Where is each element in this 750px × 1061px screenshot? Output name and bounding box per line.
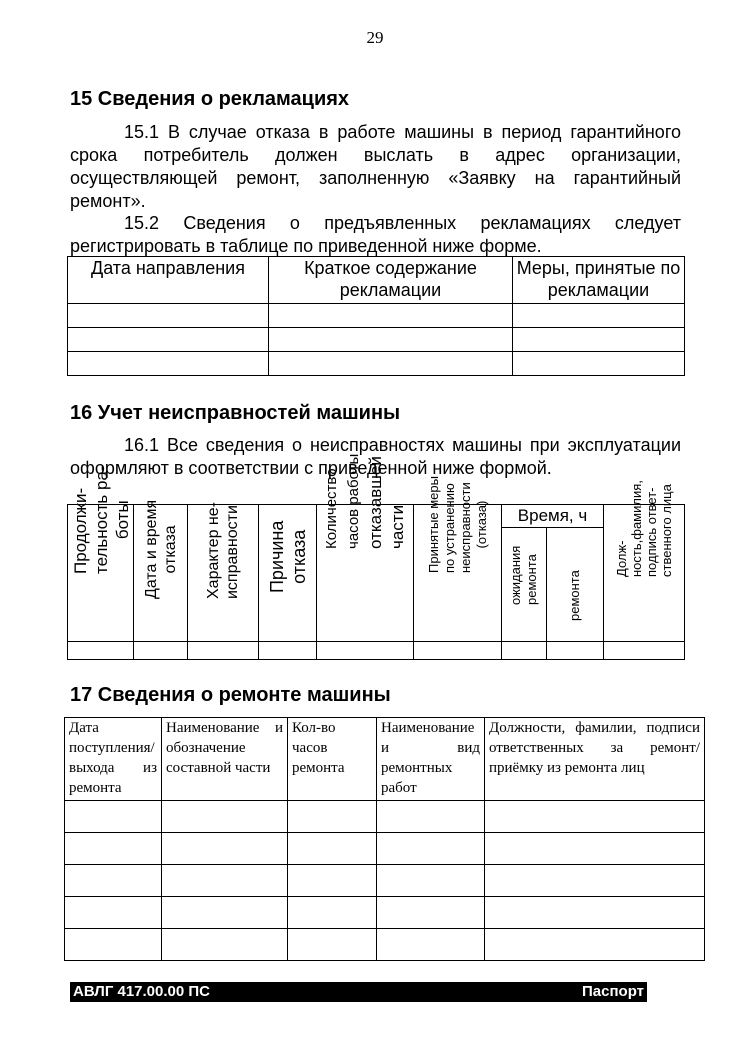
paragraph-15-2: 15.2 Сведения о предъявленных рекламациях следует регистрировать в таблице по приведенной ниже форме. <box>70 213 681 256</box>
header-line: отказавшей <box>366 456 385 549</box>
header-line: боты <box>112 500 132 540</box>
table-cell[interactable] <box>604 642 685 660</box>
table-cell[interactable] <box>485 897 705 929</box>
table-header-row <box>68 257 685 304</box>
table-cell[interactable] <box>317 642 414 660</box>
header-line: Дата и время <box>142 499 160 599</box>
header-part-name: Наименование и обозначение составной части <box>162 718 288 801</box>
table-cell[interactable] <box>377 801 485 833</box>
section-16-title: 16 Учет неисправностей машины <box>70 402 401 424</box>
header-line: тельность ра- <box>91 465 111 574</box>
table-cell[interactable] <box>414 642 502 660</box>
header-line: ность,фамилия, <box>629 480 645 577</box>
footer-bar <box>70 982 647 1002</box>
table-cell[interactable] <box>485 865 705 897</box>
table-cell[interactable] <box>377 897 485 929</box>
table-cell[interactable] <box>288 833 377 865</box>
header-work-type: Наименование и вид ремонтных работ <box>377 718 485 801</box>
table-cell[interactable] <box>513 328 685 352</box>
table-cell[interactable] <box>485 801 705 833</box>
table-row <box>68 304 685 328</box>
table-row <box>65 865 705 897</box>
header-repair-text <box>567 570 583 621</box>
document-type: Паспорт <box>582 983 644 1000</box>
section-17-title: 17 Сведения о ремонте машины <box>70 684 391 706</box>
header-line: исправности <box>224 505 241 599</box>
table-cell[interactable] <box>513 304 685 328</box>
header-waiting-repair-text <box>508 546 540 605</box>
table-cell[interactable] <box>134 642 188 660</box>
header-measures-taken <box>414 476 502 642</box>
header-line: ственного лица <box>659 484 675 577</box>
header-failure-datetime-text <box>142 500 180 599</box>
table-cell[interactable] <box>485 833 705 865</box>
header-claim-summary: Краткое содержание рекламации <box>269 257 513 304</box>
table-cell[interactable] <box>65 801 162 833</box>
table-cell[interactable] <box>513 352 685 376</box>
table-cell[interactable] <box>65 865 162 897</box>
header-failed-part-hours-text <box>321 454 409 549</box>
section-15-title: 15 Сведения о рекламациях <box>70 88 350 110</box>
table-cell[interactable] <box>288 897 377 929</box>
header-line: отказа <box>288 529 309 584</box>
header-arrival-date: Дата поступления/ выхода из ремонта <box>65 718 162 801</box>
table-cell[interactable] <box>162 929 288 961</box>
header-failure-datetime <box>134 499 188 642</box>
table-row <box>65 929 705 961</box>
table-cell[interactable] <box>162 865 288 897</box>
table-cell[interactable] <box>485 929 705 961</box>
header-measures-taken-text <box>426 476 490 573</box>
header-responsible-person <box>604 480 685 642</box>
header-line: неисправности <box>457 482 473 573</box>
header-repair <box>547 528 604 642</box>
table-row <box>65 801 705 833</box>
header-dispatch-date: Дата направления <box>68 257 269 304</box>
table-row <box>65 833 705 865</box>
table-row <box>68 328 685 352</box>
header-line: по устранению <box>441 483 457 573</box>
table-row <box>68 642 685 660</box>
table-cell[interactable] <box>65 929 162 961</box>
header-line: Количество <box>323 468 340 549</box>
table-cell[interactable] <box>269 304 513 328</box>
header-line: подпись ответ- <box>644 487 660 577</box>
table-cell[interactable] <box>65 833 162 865</box>
table-cell[interactable] <box>288 865 377 897</box>
table-row <box>68 352 685 376</box>
table-cell[interactable] <box>68 352 269 376</box>
header-line: Долж- <box>614 540 630 577</box>
table-cell[interactable] <box>68 304 269 328</box>
paragraph-16-1: 16.1 Все сведения о неисправностях машины при эксплуатации оформляют в соответствии с приведенной ниже формой. <box>70 435 681 478</box>
table-cell[interactable] <box>288 929 377 961</box>
table-header-row <box>68 505 685 528</box>
table-cell[interactable] <box>259 642 317 660</box>
table-cell[interactable] <box>502 642 547 660</box>
table-cell[interactable] <box>288 801 377 833</box>
header-line: ремонта <box>524 554 539 605</box>
table-row <box>65 897 705 929</box>
table-cell[interactable] <box>377 929 485 961</box>
table-cell[interactable] <box>68 642 134 660</box>
table-cell[interactable] <box>269 352 513 376</box>
header-line: Характер не- <box>205 502 222 599</box>
header-line: (отказа) <box>473 500 489 549</box>
header-failure-cause <box>259 505 317 642</box>
header-responsible-persons: Должности, фамилии, подписи ответственных за ремонт/приёмку из ремонта лиц <box>485 718 705 801</box>
header-line: ремонта <box>567 570 582 621</box>
table-cell[interactable] <box>162 801 288 833</box>
table-cell[interactable] <box>162 833 288 865</box>
table-cell[interactable] <box>68 328 269 352</box>
table-cell[interactable] <box>188 642 259 660</box>
table-cell[interactable] <box>377 865 485 897</box>
header-line: Причина <box>266 520 287 593</box>
header-time-hours: Время, ч <box>502 505 604 528</box>
header-responsible-person-text <box>614 480 674 577</box>
header-line: ожидания <box>508 545 523 605</box>
header-fault-character-text <box>204 502 242 599</box>
table-header-row <box>65 718 705 801</box>
header-line: Продолжи- <box>70 487 90 574</box>
page-number: 29 <box>366 28 384 47</box>
header-line: Принятые меры <box>425 476 441 573</box>
header-work-duration <box>68 465 134 642</box>
document-code: АВЛГ 417.00.00 ПС <box>73 983 210 1000</box>
header-waiting-repair <box>502 528 547 642</box>
header-line: часов работы <box>345 453 362 549</box>
header-fault-character <box>188 502 259 642</box>
header-failed-part-hours <box>317 453 414 642</box>
claims-table <box>67 256 685 376</box>
table-cell[interactable] <box>547 642 604 660</box>
header-line: отказа <box>161 525 179 574</box>
table-cell[interactable] <box>269 328 513 352</box>
table-cell[interactable] <box>162 897 288 929</box>
header-repair-hours: Кол-во часов ремонта <box>288 718 377 801</box>
header-failure-cause-text <box>266 521 310 593</box>
header-work-duration-text <box>70 465 133 574</box>
table-cell[interactable] <box>65 897 162 929</box>
repair-table <box>64 717 705 961</box>
header-line: части <box>388 504 407 549</box>
table-cell[interactable] <box>377 833 485 865</box>
paragraph-15-1: 15.1 В случае отказа в работе машины в период гарантийного срока потребитель должен выслать в адрес организации, осуществляющей ремонт, заполненную «Заявку на гарантийный ремонт». <box>70 122 681 211</box>
header-claim-measures: Меры, принятые по рекламации <box>513 257 685 304</box>
